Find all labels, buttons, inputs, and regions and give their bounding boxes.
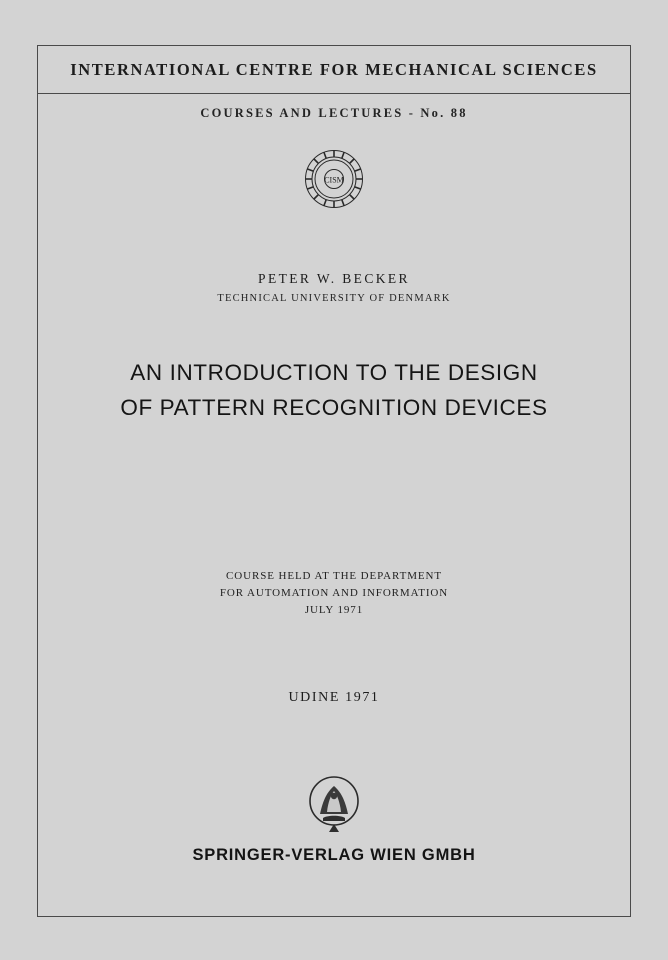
author-name: PETER W. BECKER: [258, 271, 410, 286]
publisher-name: SPRINGER-VERLAG WIEN GMBH: [192, 846, 476, 864]
series-header-band: [38, 46, 630, 94]
course-note-line-1: COURSE HELD AT THE DEPARTMENT: [226, 570, 442, 582]
course-note-line-2: FOR AUTOMATION AND INFORMATION: [219, 587, 449, 600]
author-block: [38, 271, 630, 304]
cism-seal-icon: [304, 149, 364, 209]
course-note-line-3: JULY 1971: [304, 604, 364, 617]
title-line-2: OF PATTERN RECOGNITION DEVICES: [120, 394, 548, 420]
page-title: [38, 356, 630, 426]
series-title: INTERNATIONAL CENTRE FOR MECHANICAL SCIENCES: [70, 59, 598, 79]
course-note: [38, 568, 630, 619]
place-and-year: UDINE 1971: [288, 690, 380, 705]
cover-frame: [37, 45, 631, 917]
cism-seal-label: CISM: [324, 175, 344, 185]
title-line-1: AN INTRODUCTION TO THE DESIGN: [130, 360, 538, 385]
author-affiliation: TECHNICAL UNIVERSITY OF DENMARK: [217, 293, 451, 304]
springer-knight-logo: [307, 774, 361, 836]
courses-and-lectures-line: COURSES AND LECTURES - No. 88: [200, 106, 468, 120]
